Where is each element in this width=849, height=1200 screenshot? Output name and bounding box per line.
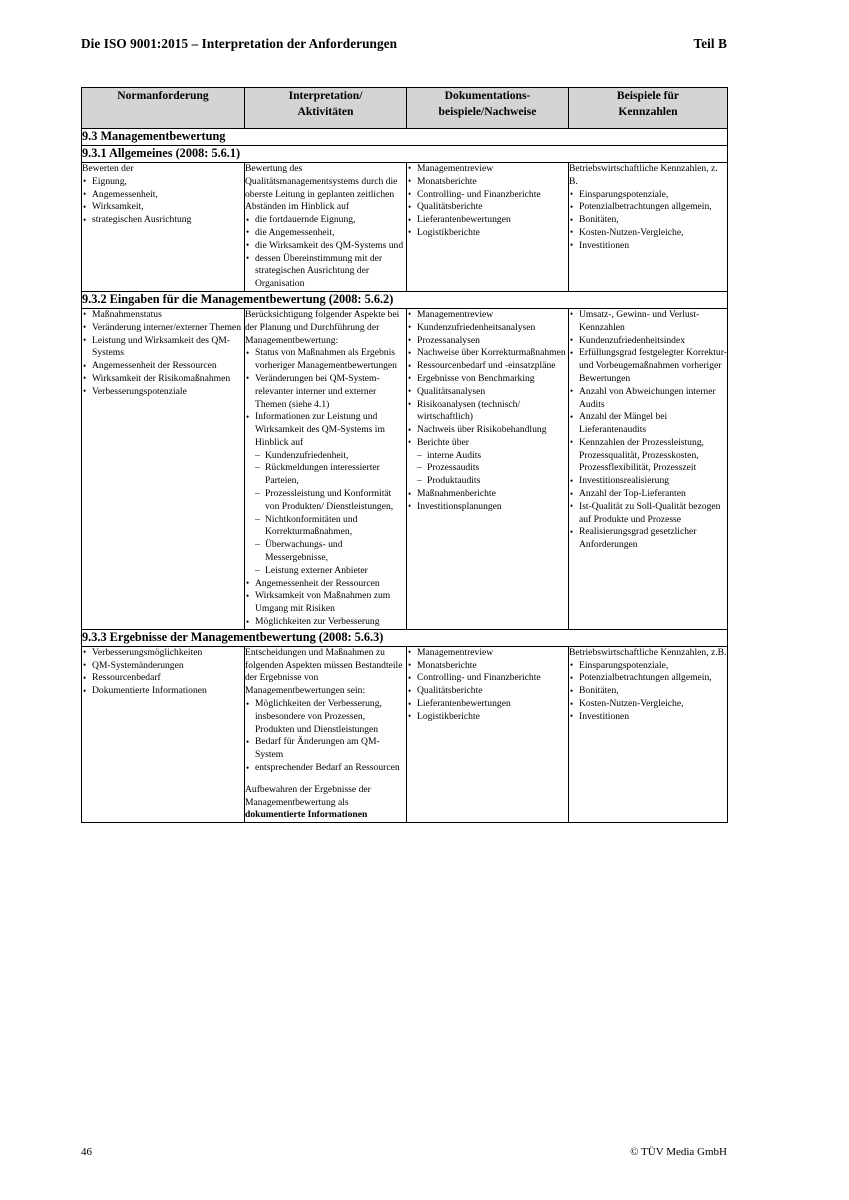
column-header-line2: beispiele/Nachweise xyxy=(438,105,537,119)
column-header-line2: Kennzahlen xyxy=(618,105,678,119)
section-heading-9-3-3: 9.3.3 Ergebnisse der Managementbewertung (2008: 5.6.3) xyxy=(82,629,728,646)
list-item: – Leistung externer Anbieter xyxy=(255,565,406,578)
list-item: • Status von Maßnahmen als Ergebnis vorheriger Managementbewertungen xyxy=(245,347,406,373)
requirements-table xyxy=(81,87,728,823)
list-item: • Monatsberichte xyxy=(407,660,568,673)
bullet-list xyxy=(569,660,727,724)
cell-lead-text: Betriebswirtschaftliche Kennzahlen, z. B. xyxy=(569,162,718,187)
list-item: – Prozessaudits xyxy=(417,462,568,475)
column-header-line1: Beispiele für xyxy=(616,89,680,102)
list-item: – Produktaudits xyxy=(417,475,568,488)
list-item: • Nachweise über Korrekturmaßnahmen xyxy=(407,347,568,360)
list-item: – Nichtkonformitäten und Korrekturmaßnahmen, xyxy=(255,514,406,540)
cell-tail-normal: Aufbewahren der Ergebnisse der Managementbewertung als xyxy=(245,783,371,808)
cell-lead-text: Entscheidungen und Maßnahmen zu folgenden Aspekten müssen Bestandteile der Ergebnisse von Managementbewertungen sein: xyxy=(245,646,403,697)
list-item: • Einsparungspotenziale, xyxy=(569,189,727,202)
running-header-part: Teil B xyxy=(693,36,727,51)
cell-933-interpretation xyxy=(245,646,407,822)
bullet-list xyxy=(82,309,244,399)
list-item: • Ist-Qualität zu Soll-Qualität bezogen auf Produkte und Prozesse xyxy=(569,501,727,527)
cell-932-dokumentation xyxy=(407,308,569,629)
list-item: • Kundenzufriedenheitsindex xyxy=(569,335,727,348)
list-item: • Investitionsplanungen xyxy=(407,501,568,514)
bullet-list xyxy=(82,647,244,698)
list-item: • Kosten-Nutzen-Vergleiche, xyxy=(569,698,727,711)
list-item: • Investitionen xyxy=(569,240,727,253)
list-item: • Bonitäten, xyxy=(569,214,727,227)
list-item: • Risikoanalysen (technisch/ wirtschaftlich) xyxy=(407,399,568,425)
list-item: • Managementreview xyxy=(407,309,568,322)
list-item: • Managementreview xyxy=(407,647,568,660)
list-item: • Verbesserungsmöglichkeiten xyxy=(82,647,244,660)
list-item: • die fortdauernde Eignung, xyxy=(245,214,406,227)
list-item: • Kosten-Nutzen-Vergleiche, xyxy=(569,227,727,240)
list-item: • Potenzialbetrachtungen allgemein, xyxy=(569,672,727,685)
bullet-list xyxy=(569,309,727,552)
list-item: • Ergebnisse von Benchmarking xyxy=(407,373,568,386)
list-item: • dessen Übereinstimmung mit der strategischen Ausrichtung der Organisation xyxy=(245,253,406,291)
list-item: • Prozessanalysen xyxy=(407,335,568,348)
table-row-section-932-title xyxy=(82,291,728,308)
list-item: • Angemessenheit der Ressourcen xyxy=(245,578,406,591)
list-item: • Verbesserungspotenziale xyxy=(82,386,244,399)
section-heading-9-3-2: 9.3.2 Eingaben für die Managementbewertung (2008: 5.6.2) xyxy=(82,291,728,308)
list-item: • Controlling- und Finanzberichte xyxy=(407,672,568,685)
list-item: • Bonitäten, xyxy=(569,685,727,698)
list-item: • Logistikberichte xyxy=(407,711,568,724)
column-header-interpretation xyxy=(245,88,407,129)
list-item: • Realisierungsgrad gesetzlicher Anforderungen xyxy=(569,526,727,552)
bullet-list xyxy=(407,647,568,724)
running-header-title: Die ISO 9001:2015 – Interpretation der Anforderungen xyxy=(81,36,398,51)
cell-932-kennzahlen xyxy=(569,308,728,629)
cell-tail-text xyxy=(245,784,406,822)
list-item: • Anzahl der Mängel bei Lieferantenaudits xyxy=(569,411,727,437)
cell-931-dokumentation xyxy=(407,162,569,291)
table-row-section-main xyxy=(82,129,728,146)
list-item: – Überwachungs- und Messergebnisse, xyxy=(255,539,406,565)
list-item: • Ressourcenbedarf und -einsatzpläne xyxy=(407,360,568,373)
column-header-dokumentationsbeispiele xyxy=(407,88,569,129)
list-item: • Bedarf für Änderungen am QM-System xyxy=(245,736,406,762)
list-item: • strategischen Ausrichtung xyxy=(82,214,244,227)
list-item: • Umsatz-, Gewinn- und Verlust-Kennzahlen xyxy=(569,309,727,335)
list-item: • Nachweis über Risikobehandlung xyxy=(407,424,568,437)
list-item: • Maßnahmenberichte xyxy=(407,488,568,501)
list-item: • Investitionen xyxy=(569,711,727,724)
list-item: • die Angemessenheit, xyxy=(245,227,406,240)
list-item: • Qualitätsanalysen xyxy=(407,386,568,399)
cell-lead-text: Betriebswirtschaftliche Kennzahlen, z.B. xyxy=(569,646,727,658)
list-item: • Angemessenheit der Ressourcen xyxy=(82,360,244,373)
list-item: • Kennzahlen der Prozessleistung, Prozessqualität, Prozesskosten, Prozessflexibilität, Prozesszeit xyxy=(569,437,727,475)
column-header-line1: Dokumentations- xyxy=(444,89,531,102)
list-item: – interne Audits xyxy=(417,450,568,463)
cell-lead-text: Berücksichtigung folgender Aspekte bei der Planung und Durchführung der Managementbewertung: xyxy=(245,308,400,346)
list-item: • Angemessenheit, xyxy=(82,189,244,202)
cell-933-normanforderung xyxy=(82,646,245,822)
bullet-list xyxy=(82,176,244,227)
dash-list xyxy=(407,450,568,488)
list-item: • Veränderung interner/externer Themen xyxy=(82,322,244,335)
cell-933-dokumentation xyxy=(407,646,569,822)
list-item: • Ressourcenbedarf xyxy=(82,672,244,685)
table-row-933 xyxy=(82,646,728,822)
column-header-line2: Aktivitäten xyxy=(297,105,354,119)
bullet-list xyxy=(407,163,568,240)
column-header-kennzahlen xyxy=(569,88,728,129)
list-item: • Anzahl der Top-Lieferanten xyxy=(569,488,727,501)
table-header xyxy=(82,88,728,129)
list-item: • Controlling- und Finanzberichte xyxy=(407,189,568,202)
bullet-list xyxy=(245,698,406,775)
list-item: • Maßnahmenstatus xyxy=(82,309,244,322)
list-item: • Leistung und Wirksamkeit des QM-Systems xyxy=(82,335,244,361)
table-row-section-931-title xyxy=(82,145,728,162)
table-row-931 xyxy=(82,162,728,291)
list-item: • Anzahl von Abweichungen interner Audits xyxy=(569,386,727,412)
table-body xyxy=(82,129,728,823)
list-item: • Lieferantenbewertungen xyxy=(407,698,568,711)
bullet-list xyxy=(569,189,727,253)
list-item: • Managementreview xyxy=(407,163,568,176)
table-row-section-933-title xyxy=(82,629,728,646)
list-item: • Eignung, xyxy=(82,176,244,189)
list-item: • Lieferantenbewertungen xyxy=(407,214,568,227)
list-item: • Dokumentierte Informationen xyxy=(82,685,244,698)
table-row-932 xyxy=(82,308,728,629)
list-item: • Informationen zur Leistung und Wirksamkeit des QM-Systems im Hinblick auf xyxy=(245,411,406,449)
cell-931-interpretation xyxy=(245,162,407,291)
list-item: • Qualitätsberichte xyxy=(407,201,568,214)
cell-931-normanforderung xyxy=(82,162,245,291)
list-item: • Kundenzufriedenheitsanalysen xyxy=(407,322,568,335)
list-item: • QM-Systemänderungen xyxy=(82,660,244,673)
section-heading-9-3-1: 9.3.1 Allgemeines (2008: 5.6.1) xyxy=(82,145,728,162)
column-header-normanforderung xyxy=(82,88,245,129)
list-item: • die Wirksamkeit des QM-Systems und xyxy=(245,240,406,253)
list-item: • Wirksamkeit von Maßnahmen zum Umgang mit Risiken xyxy=(245,590,406,616)
bullet-list-continued xyxy=(407,488,568,514)
cell-lead-text: Bewerten der xyxy=(82,162,134,174)
copyright-notice: © TÜV Media GmbH xyxy=(630,1146,727,1158)
list-item: • Berichte über xyxy=(407,437,568,450)
bullet-list xyxy=(245,347,406,449)
list-item: • Möglichkeiten der Verbesserung, insbesondere von Prozessen, Produkten und Dienstleistungen xyxy=(245,698,406,736)
list-item: • Einsparungspotenziale, xyxy=(569,660,727,673)
bullet-list xyxy=(407,309,568,450)
cell-932-normanforderung xyxy=(82,308,245,629)
dash-list xyxy=(245,450,406,578)
list-item: – Rückmeldungen interessierter Parteien, xyxy=(255,462,406,488)
list-item: • Qualitätsberichte xyxy=(407,685,568,698)
cell-lead-text: Bewertung des Qualitätsmanagementsystems durch die oberste Leitung in geplanten zeitlichen Abständen im Hinblick auf xyxy=(245,162,398,213)
column-header-line1: Normanforderung xyxy=(117,89,209,102)
list-item: • Wirksamkeit, xyxy=(82,201,244,214)
list-item: • Wirksamkeit der Risikomaßnahmen xyxy=(82,373,244,386)
cell-931-kennzahlen xyxy=(569,162,728,291)
list-item: • Möglichkeiten zur Verbesserung xyxy=(245,616,406,629)
bullet-list xyxy=(245,214,406,291)
bullet-list-continued xyxy=(245,578,406,629)
paragraph-spacer xyxy=(245,775,406,784)
list-item: • Potenzialbetrachtungen allgemein, xyxy=(569,201,727,214)
list-item: – Kundenzufriedenheit, xyxy=(255,450,406,463)
list-item: • Erfüllungsgrad festgelegter Korrektur- und Vorbeugemaßnahmen vorheriger Bewertungen xyxy=(569,347,727,385)
running-header xyxy=(81,36,727,52)
list-item: • Investitionsrealisierung xyxy=(569,475,727,488)
table-header-row xyxy=(82,88,728,129)
section-heading-9-3: 9.3 Managementbewertung xyxy=(82,129,728,146)
page-footer xyxy=(81,1146,727,1158)
list-item: • Veränderungen bei QM-System-relevanter interner und externer Themen (siehe 4.1) xyxy=(245,373,406,411)
cell-933-kennzahlen xyxy=(569,646,728,822)
list-item: – Prozessleistung und Konformität von Produkten/ Dienstleistungen, xyxy=(255,488,406,514)
cell-tail-bold: dokumentierte Informationen xyxy=(245,809,368,821)
list-item: • Logistikberichte xyxy=(407,227,568,240)
column-header-line1: Interpretation/ xyxy=(288,89,363,102)
list-item: • entsprechender Bedarf an Ressourcen xyxy=(245,762,406,775)
cell-932-interpretation xyxy=(245,308,407,629)
page-number: 46 xyxy=(81,1146,92,1158)
list-item: • Monatsberichte xyxy=(407,176,568,189)
